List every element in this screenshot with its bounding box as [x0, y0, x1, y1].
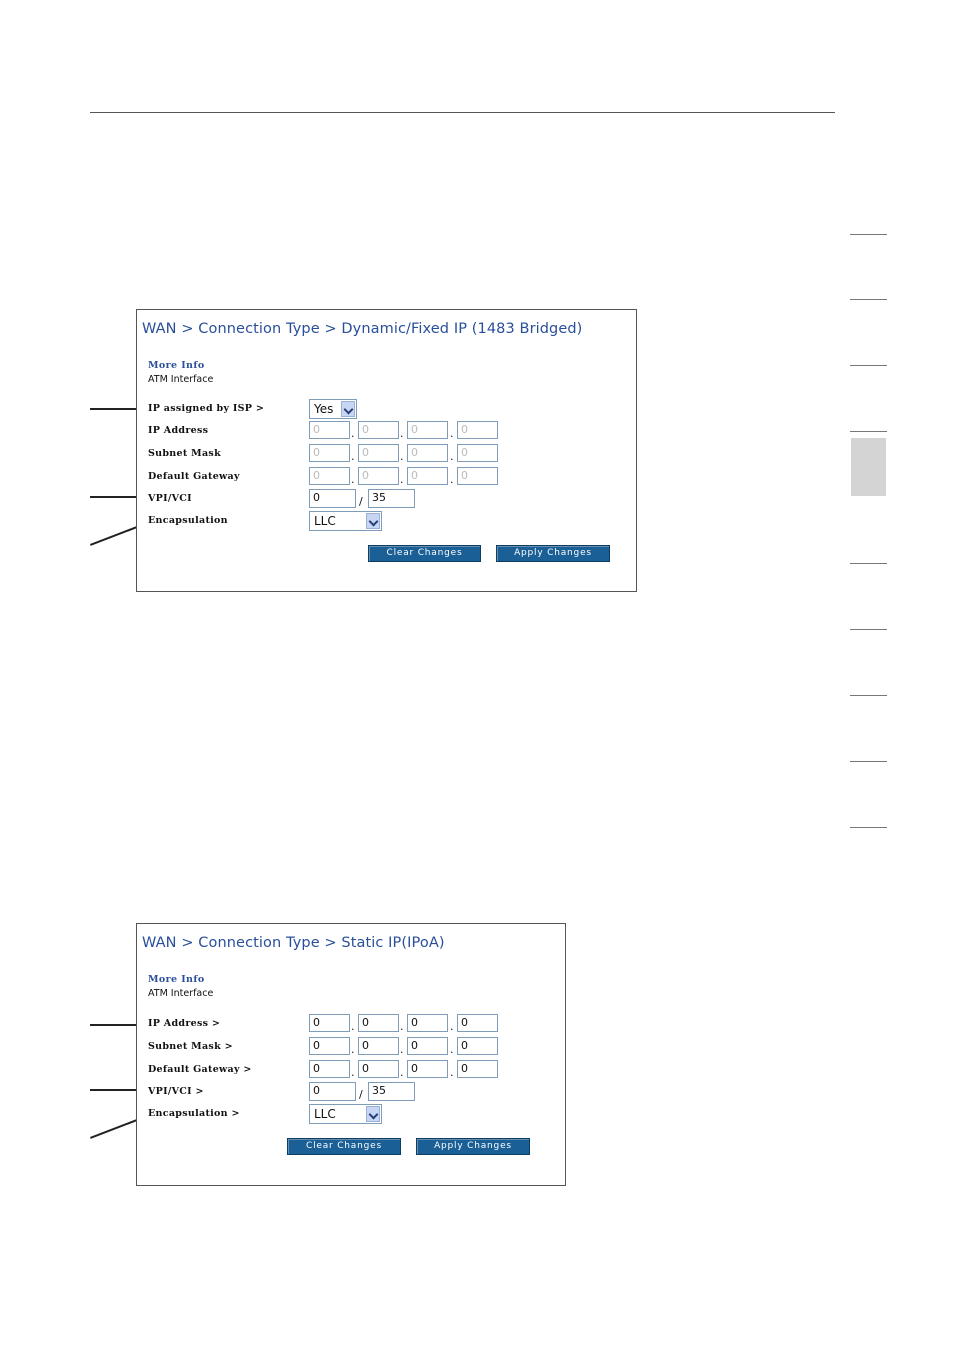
chevron-down-icon — [341, 401, 355, 417]
section-tab-line — [850, 299, 887, 300]
octet-separator: . — [450, 1043, 454, 1056]
callout-line — [90, 524, 143, 545]
clear-changes-button[interactable]: Clear Changes — [287, 1138, 401, 1155]
encapsulation-value: LLC — [314, 1107, 336, 1121]
subnet-mask-octet-1[interactable]: 0 — [309, 444, 350, 462]
subnet-mask-label: Subnet Mask — [148, 448, 221, 459]
clear-changes-button[interactable]: Clear Changes — [368, 545, 481, 562]
page-title: WAN > Connection Type > Static IP(IPoA) — [142, 935, 445, 951]
active-section-tab — [851, 438, 886, 496]
apply-changes-button[interactable]: Apply Changes — [496, 545, 610, 562]
callout-line — [90, 496, 142, 498]
section-tab-line — [850, 827, 887, 828]
subnet-mask-octet-3[interactable]: 0 — [407, 444, 448, 462]
ip-address-octet-1[interactable]: 0 — [309, 421, 350, 439]
octet-separator: . — [400, 427, 404, 440]
encapsulation-label: Encapsulation > — [148, 1108, 240, 1119]
gateway-octet-1[interactable]: 0 — [309, 1060, 350, 1078]
subnet-mask-octet-2[interactable]: 0 — [358, 444, 399, 462]
ip-address-octet-1[interactable]: 0 — [309, 1014, 350, 1032]
chevron-down-icon — [366, 513, 380, 529]
octet-separator: . — [400, 473, 404, 486]
subnet-mask-octet-2[interactable]: 0 — [358, 1037, 399, 1055]
ip-address-octet-3[interactable]: 0 — [407, 1014, 448, 1032]
page-title: WAN > Connection Type > Dynamic/Fixed IP (1483 Bridged) — [142, 321, 583, 337]
octet-separator: . — [351, 473, 355, 486]
vpi-vci-separator: / — [359, 1088, 363, 1101]
callout-line — [90, 1024, 142, 1026]
vci-input[interactable]: 35 — [368, 489, 415, 508]
atm-interface-label: ATM Interface — [148, 374, 214, 385]
callout-line — [90, 408, 142, 410]
octet-separator: . — [400, 1066, 404, 1079]
ip-address-label: IP Address > — [148, 1018, 221, 1029]
chevron-down-icon — [366, 1106, 380, 1122]
octet-separator: . — [351, 1043, 355, 1056]
subnet-mask-label: Subnet Mask > — [148, 1041, 233, 1052]
gateway-octet-4[interactable]: 0 — [457, 467, 498, 485]
dynamic-ip-panel — [136, 309, 637, 592]
octet-separator: . — [450, 1066, 454, 1079]
section-tab-line — [850, 365, 887, 366]
ip-address-octet-4[interactable]: 0 — [457, 1014, 498, 1032]
atm-interface-label: ATM Interface — [148, 988, 214, 999]
vpi-vci-separator: / — [359, 495, 363, 508]
section-tab-line — [850, 695, 887, 696]
section-tab-line — [850, 234, 887, 235]
octet-separator: . — [400, 1043, 404, 1056]
apply-changes-button[interactable]: Apply Changes — [416, 1138, 530, 1155]
section-tab-line — [850, 431, 887, 432]
ip-assigned-select[interactable] — [309, 399, 357, 419]
ip-assigned-label: IP assigned by ISP > — [148, 403, 265, 414]
subnet-mask-octet-4[interactable]: 0 — [457, 1037, 498, 1055]
default-gateway-label: Default Gateway — [148, 471, 240, 482]
subnet-mask-octet-3[interactable]: 0 — [407, 1037, 448, 1055]
encapsulation-select[interactable] — [309, 1104, 382, 1124]
octet-separator: . — [450, 473, 454, 486]
octet-separator: . — [351, 427, 355, 440]
gateway-octet-3[interactable]: 0 — [407, 467, 448, 485]
ip-address-octet-2[interactable]: 0 — [358, 421, 399, 439]
ip-address-octet-3[interactable]: 0 — [407, 421, 448, 439]
gateway-octet-1[interactable]: 0 — [309, 467, 350, 485]
octet-separator: . — [351, 1020, 355, 1033]
ip-address-octet-4[interactable]: 0 — [457, 421, 498, 439]
ip-address-label: IP Address — [148, 425, 209, 436]
gateway-octet-2[interactable]: 0 — [358, 1060, 399, 1078]
ip-address-octet-2[interactable]: 0 — [358, 1014, 399, 1032]
octet-separator: . — [351, 450, 355, 463]
octet-separator: . — [351, 1066, 355, 1079]
octet-separator: . — [400, 1020, 404, 1033]
subnet-mask-octet-1[interactable]: 0 — [309, 1037, 350, 1055]
static-ip-panel — [136, 923, 566, 1186]
vpi-vci-label: VPI/VCI > — [148, 1086, 204, 1097]
gateway-octet-3[interactable]: 0 — [407, 1060, 448, 1078]
more-info-link[interactable]: More Info — [148, 974, 205, 985]
ip-assigned-value: Yes — [314, 402, 334, 416]
vci-input[interactable]: 35 — [368, 1082, 415, 1101]
callout-line — [90, 1117, 143, 1138]
default-gateway-label: Default Gateway > — [148, 1064, 252, 1075]
section-tab-line — [850, 629, 887, 630]
gateway-octet-2[interactable]: 0 — [358, 467, 399, 485]
encapsulation-select[interactable] — [309, 511, 382, 531]
octet-separator: . — [400, 450, 404, 463]
top-rule — [90, 112, 835, 113]
vpi-input[interactable]: 0 — [309, 1082, 356, 1101]
octet-separator: . — [450, 1020, 454, 1033]
encapsulation-label: Encapsulation — [148, 515, 228, 526]
vpi-vci-label: VPI/VCI — [148, 493, 192, 504]
subnet-mask-octet-4[interactable]: 0 — [457, 444, 498, 462]
gateway-octet-4[interactable]: 0 — [457, 1060, 498, 1078]
section-tab-line — [850, 563, 887, 564]
more-info-link[interactable]: More Info — [148, 360, 205, 371]
section-tab-line — [850, 761, 887, 762]
encapsulation-value: LLC — [314, 514, 336, 528]
callout-line — [90, 1089, 142, 1091]
octet-separator: . — [450, 427, 454, 440]
octet-separator: . — [450, 450, 454, 463]
vpi-input[interactable]: 0 — [309, 489, 356, 508]
